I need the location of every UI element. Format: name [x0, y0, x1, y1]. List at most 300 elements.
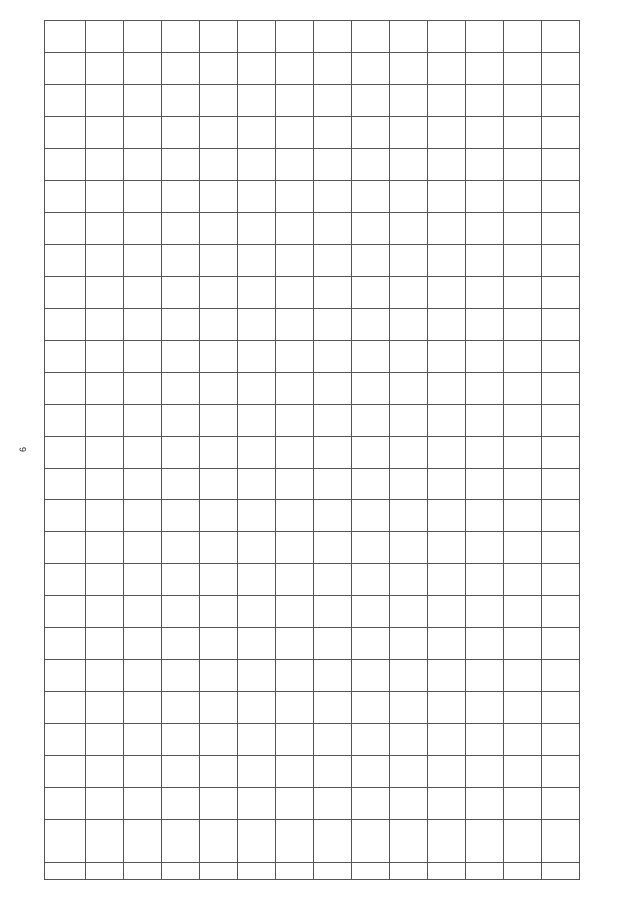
table-cell — [162, 372, 200, 404]
table-cell — [314, 53, 352, 85]
table-cell — [238, 532, 276, 564]
table-cell — [238, 244, 276, 276]
column-header — [45, 117, 86, 149]
table-cell — [428, 788, 466, 820]
table-cell — [352, 117, 390, 149]
table-cell — [504, 212, 542, 244]
table-cell — [86, 21, 124, 53]
table-cell — [352, 724, 390, 756]
table-cell — [124, 660, 162, 692]
table-cell — [162, 244, 200, 276]
table-cell — [428, 85, 466, 117]
table-cell — [200, 756, 238, 788]
table-cell — [86, 788, 124, 820]
table-cell — [200, 53, 238, 85]
table-cell — [162, 596, 200, 628]
table-cell — [238, 404, 276, 436]
table-cell — [314, 436, 352, 468]
table-cell — [314, 117, 352, 149]
table-cell — [352, 436, 390, 468]
table-cell — [200, 372, 238, 404]
table-cell — [504, 756, 542, 788]
table-cell — [200, 500, 238, 532]
table-cell — [276, 85, 314, 117]
table-cell — [428, 724, 466, 756]
table-cell — [466, 148, 504, 180]
table-cell — [86, 340, 124, 372]
table-cell — [542, 788, 580, 820]
table-cell — [200, 820, 238, 863]
table-cell — [352, 53, 390, 85]
table-cell — [390, 788, 428, 820]
table-cell — [504, 21, 542, 53]
table-cell — [314, 404, 352, 436]
table-cell — [276, 692, 314, 724]
table-cell — [504, 53, 542, 85]
table-cell — [200, 276, 238, 308]
table-cell — [466, 660, 504, 692]
table-cell — [504, 85, 542, 117]
table-header-row — [45, 21, 86, 880]
table-cell — [314, 532, 352, 564]
table-cell — [314, 788, 352, 820]
table-cell — [162, 436, 200, 468]
table-cell — [276, 564, 314, 596]
table-cell — [86, 212, 124, 244]
table-cell — [352, 148, 390, 180]
table-cell — [542, 863, 580, 880]
table-cell — [428, 276, 466, 308]
table-cell — [276, 660, 314, 692]
table-cell — [124, 340, 162, 372]
table-cell — [390, 820, 428, 863]
table-cell — [542, 436, 580, 468]
table-cell — [238, 53, 276, 85]
table-cell — [466, 212, 504, 244]
table-cell — [124, 212, 162, 244]
table-cell — [390, 596, 428, 628]
table-cell — [542, 148, 580, 180]
table-cell — [124, 244, 162, 276]
table-cell — [314, 372, 352, 404]
column-header — [45, 21, 86, 53]
table-cell — [542, 564, 580, 596]
table-cell — [162, 276, 200, 308]
table-cell — [238, 340, 276, 372]
table-cell — [466, 788, 504, 820]
table-cell — [314, 21, 352, 53]
table-cell — [200, 468, 238, 500]
column-header — [45, 468, 86, 500]
table-cell — [162, 180, 200, 212]
table-row — [542, 21, 580, 880]
table-cell — [542, 820, 580, 863]
column-header — [45, 404, 86, 436]
table-cell — [238, 628, 276, 660]
table-cell — [390, 276, 428, 308]
table-cell — [200, 308, 238, 340]
table-cell — [542, 212, 580, 244]
table-cell — [124, 564, 162, 596]
table-cell — [314, 212, 352, 244]
table-cell — [124, 500, 162, 532]
table-cell — [428, 564, 466, 596]
table-cell — [466, 820, 504, 863]
table-cell — [390, 372, 428, 404]
table-cell — [428, 756, 466, 788]
table-cell — [390, 180, 428, 212]
column-header — [45, 244, 86, 276]
table-cell — [276, 308, 314, 340]
column-header — [45, 372, 86, 404]
table-cell — [428, 308, 466, 340]
table-cell — [162, 53, 200, 85]
table-cell — [276, 628, 314, 660]
table-cell — [86, 500, 124, 532]
table-cell — [428, 117, 466, 149]
table-cell — [390, 85, 428, 117]
table-cell — [504, 244, 542, 276]
table-cell — [428, 372, 466, 404]
table-cell — [200, 660, 238, 692]
table-cell — [86, 85, 124, 117]
table-cell — [124, 724, 162, 756]
table-cell — [314, 628, 352, 660]
table-cell — [124, 276, 162, 308]
table-cell — [124, 148, 162, 180]
table-cell — [466, 404, 504, 436]
table-cell — [86, 117, 124, 149]
table-cell — [238, 692, 276, 724]
table-cell — [276, 500, 314, 532]
table-cell — [428, 53, 466, 85]
table-cell — [314, 468, 352, 500]
table-cell — [124, 820, 162, 863]
table-cell — [466, 53, 504, 85]
table-cell — [390, 436, 428, 468]
table-cell — [276, 372, 314, 404]
table-cell — [314, 180, 352, 212]
table-cell — [314, 660, 352, 692]
table-cell — [200, 212, 238, 244]
table-cell — [390, 468, 428, 500]
table-cell — [238, 500, 276, 532]
table-row — [314, 21, 352, 880]
table-cell — [162, 148, 200, 180]
table-cell — [504, 724, 542, 756]
table-cell — [238, 85, 276, 117]
table-cell — [314, 85, 352, 117]
table-cell — [276, 863, 314, 880]
table-cell — [390, 21, 428, 53]
table-cell — [390, 148, 428, 180]
table-cell — [276, 756, 314, 788]
table-cell — [504, 532, 542, 564]
table-cell — [162, 863, 200, 880]
table-cell — [124, 628, 162, 660]
table-cell — [504, 308, 542, 340]
table-cell — [504, 436, 542, 468]
table-cell — [162, 500, 200, 532]
table-cell — [238, 308, 276, 340]
table-cell — [504, 660, 542, 692]
page-number: 6 — [18, 446, 28, 452]
column-header — [45, 308, 86, 340]
table-cell — [390, 532, 428, 564]
budget-table — [44, 20, 580, 880]
table-cell — [238, 863, 276, 880]
table-cell — [124, 53, 162, 85]
table-cell — [504, 180, 542, 212]
table-cell — [352, 244, 390, 276]
table-cell — [428, 404, 466, 436]
table-cell — [390, 340, 428, 372]
table-cell — [200, 863, 238, 880]
table-cell — [276, 820, 314, 863]
table-cell — [428, 628, 466, 660]
table-cell — [162, 724, 200, 756]
table-cell — [86, 692, 124, 724]
table-cell — [162, 692, 200, 724]
table-cell — [162, 660, 200, 692]
column-header — [45, 628, 86, 660]
table-cell — [314, 340, 352, 372]
table-cell — [466, 180, 504, 212]
table-cell — [542, 692, 580, 724]
table-cell — [352, 308, 390, 340]
table-cell — [466, 244, 504, 276]
table-cell — [276, 244, 314, 276]
table-cell — [466, 372, 504, 404]
table-cell — [162, 820, 200, 863]
table-cell — [504, 340, 542, 372]
table-cell — [200, 340, 238, 372]
table-cell — [314, 692, 352, 724]
table-cell — [504, 863, 542, 880]
table-cell — [162, 117, 200, 149]
table-cell — [276, 404, 314, 436]
table-cell — [428, 820, 466, 863]
table-cell — [542, 756, 580, 788]
table-cell — [162, 404, 200, 436]
table-cell — [390, 660, 428, 692]
table-cell — [542, 53, 580, 85]
table-cell — [542, 372, 580, 404]
table-cell — [124, 596, 162, 628]
table-cell — [276, 340, 314, 372]
table-row — [504, 21, 542, 880]
table-cell — [314, 863, 352, 880]
table-cell — [466, 532, 504, 564]
column-header — [45, 85, 86, 117]
table-row — [200, 21, 238, 880]
table-row — [352, 21, 390, 880]
table-cell — [542, 532, 580, 564]
table-cell — [86, 468, 124, 500]
table-cell — [276, 53, 314, 85]
table-cell — [466, 85, 504, 117]
table-cell — [466, 863, 504, 880]
table-cell — [124, 180, 162, 212]
table-cell — [466, 500, 504, 532]
table-cell — [276, 212, 314, 244]
table-cell — [162, 85, 200, 117]
table-cell — [542, 628, 580, 660]
table-cell — [86, 564, 124, 596]
table-cell — [200, 244, 238, 276]
table-cell — [352, 756, 390, 788]
table-cell — [124, 756, 162, 788]
table-cell — [428, 500, 466, 532]
table-cell — [124, 436, 162, 468]
table-cell — [200, 148, 238, 180]
table-cell — [390, 724, 428, 756]
table-cell — [162, 468, 200, 500]
table-cell — [390, 863, 428, 880]
column-header — [45, 820, 86, 863]
table-cell — [504, 788, 542, 820]
table-cell — [428, 148, 466, 180]
table-row — [86, 21, 124, 880]
table-cell — [162, 340, 200, 372]
budget-table-container — [44, 20, 604, 880]
table-cell — [238, 788, 276, 820]
column-header — [45, 436, 86, 468]
table-row — [466, 21, 504, 880]
table-cell — [86, 596, 124, 628]
table-cell — [390, 53, 428, 85]
table-cell — [352, 212, 390, 244]
table-cell — [352, 500, 390, 532]
table-cell — [238, 148, 276, 180]
table-cell — [504, 628, 542, 660]
table-cell — [86, 244, 124, 276]
table-cell — [238, 276, 276, 308]
table-cell — [238, 660, 276, 692]
table-cell — [124, 85, 162, 117]
column-header — [45, 788, 86, 820]
table-cell — [124, 372, 162, 404]
table-cell — [466, 340, 504, 372]
table-cell — [238, 820, 276, 863]
table-cell — [162, 21, 200, 53]
table-cell — [86, 276, 124, 308]
table-cell — [86, 436, 124, 468]
table-cell — [542, 85, 580, 117]
table-cell — [276, 596, 314, 628]
table-cell — [390, 404, 428, 436]
table-cell — [352, 788, 390, 820]
table-cell — [200, 532, 238, 564]
table-cell — [200, 85, 238, 117]
table-cell — [352, 85, 390, 117]
table-cell — [200, 117, 238, 149]
table-cell — [314, 564, 352, 596]
table-cell — [276, 468, 314, 500]
column-header — [45, 340, 86, 372]
table-cell — [86, 660, 124, 692]
table-cell — [542, 21, 580, 53]
table-cell — [200, 628, 238, 660]
table-row — [276, 21, 314, 880]
table-cell — [314, 244, 352, 276]
table-cell — [428, 436, 466, 468]
table-cell — [352, 660, 390, 692]
table-cell — [466, 756, 504, 788]
table-cell — [200, 692, 238, 724]
table-cell — [504, 276, 542, 308]
table-cell — [542, 180, 580, 212]
table-cell — [238, 436, 276, 468]
table-cell — [390, 212, 428, 244]
column-header — [45, 863, 86, 880]
table-cell — [390, 500, 428, 532]
table-cell — [466, 276, 504, 308]
table-cell — [86, 372, 124, 404]
table-cell — [86, 820, 124, 863]
table-cell — [352, 564, 390, 596]
table-cell — [352, 820, 390, 863]
column-header — [45, 756, 86, 788]
column-header — [45, 532, 86, 564]
table-cell — [390, 756, 428, 788]
table-cell — [352, 863, 390, 880]
table-cell — [162, 628, 200, 660]
column-header — [45, 564, 86, 596]
table-cell — [86, 148, 124, 180]
table-cell — [200, 596, 238, 628]
column-header — [45, 180, 86, 212]
table-cell — [542, 340, 580, 372]
table-cell — [390, 117, 428, 149]
table-cell — [276, 532, 314, 564]
table-cell — [162, 788, 200, 820]
table-cell — [314, 596, 352, 628]
table-cell — [428, 596, 466, 628]
table-cell — [200, 564, 238, 596]
table-cell — [276, 276, 314, 308]
table-cell — [504, 564, 542, 596]
table-cell — [276, 436, 314, 468]
table-cell — [428, 660, 466, 692]
table-cell — [390, 628, 428, 660]
table-cell — [276, 788, 314, 820]
table-cell — [200, 788, 238, 820]
table-cell — [466, 436, 504, 468]
table-cell — [86, 308, 124, 340]
table-cell — [238, 468, 276, 500]
table-cell — [466, 468, 504, 500]
table-cell — [466, 628, 504, 660]
table-cell — [314, 148, 352, 180]
table-cell — [162, 564, 200, 596]
table-cell — [200, 436, 238, 468]
table-cell — [314, 724, 352, 756]
table-cell — [200, 724, 238, 756]
table-cell — [466, 308, 504, 340]
table-cell — [200, 180, 238, 212]
table-cell — [238, 21, 276, 53]
table-cell — [124, 404, 162, 436]
column-header — [45, 596, 86, 628]
table-cell — [238, 372, 276, 404]
table-cell — [542, 276, 580, 308]
table-cell — [504, 468, 542, 500]
table-cell — [428, 21, 466, 53]
table-row — [162, 21, 200, 880]
column-header — [45, 692, 86, 724]
table-cell — [124, 308, 162, 340]
